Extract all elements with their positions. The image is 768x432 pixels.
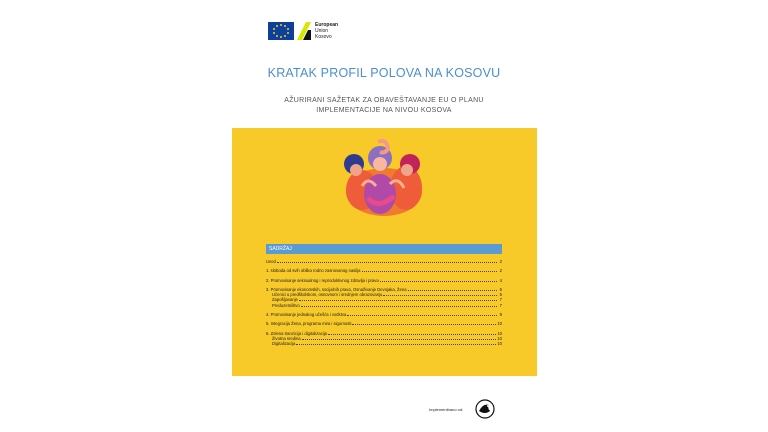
toc-entry-text: Učenici u predškolskom, osnovnom i srednjem obrazovanju — [272, 292, 383, 298]
toc-leader — [383, 295, 497, 296]
toc-leader — [362, 271, 497, 272]
toc-entry-page: 2 — [499, 268, 502, 274]
toc-entry-text: Životna sredina — [272, 335, 301, 341]
subtitle-line-1: AŽURIRANI SAŽETAK ZA OBAVEŠTAVANJE EU O PLANU — [284, 97, 484, 104]
toc-list — [266, 259, 502, 347]
toc-leader — [328, 334, 496, 335]
toc-entry-text: 5. Integracija Žena, programa mira i sigurnosti — [266, 321, 352, 327]
kosovo-mark-icon — [297, 22, 311, 40]
implementer-logo-icon — [474, 399, 496, 419]
toc-entry-text: 1. sloboda od svih oblika rodno zasnovanog nasilja — [266, 268, 361, 274]
toc-entry-text: Zapošljavanje — [272, 297, 298, 303]
toc-leader — [352, 324, 496, 325]
toc-entry-page: 4 — [499, 277, 502, 283]
toc-entry-text: 4. Promovisanje jednakog učešća i vođstva — [266, 312, 347, 318]
eu-flag-icon — [268, 22, 294, 40]
toc-entry-text: 3. Promovisanje ekonomskih, socijalnih prava, Osnaživanje Devojaka, Žena — [266, 286, 407, 292]
toc-entry-page: 10 — [497, 330, 502, 336]
toc-entry-text: Uvod — [266, 259, 276, 264]
toc-entry-text: 6. Zelena tranzicija i digitalizacija — [266, 330, 327, 336]
logo-line-european: European — [315, 22, 339, 28]
toc-leader — [380, 281, 497, 282]
subtitle-line-2: IMPLEMENTACIJE NA NIVOU KOSOVA — [316, 107, 452, 114]
toc-entry[interactable] — [266, 303, 502, 308]
toc-entry[interactable] — [266, 268, 502, 273]
toc-entry-page: 9 — [499, 312, 502, 318]
toc-entry-page: 10 — [497, 321, 502, 327]
table-of-contents — [266, 244, 502, 347]
toc-entry-text: Digitalizacija — [272, 341, 296, 347]
cover-panel — [232, 128, 537, 376]
toc-entry-page: 10 — [497, 335, 502, 341]
toc-entry-page: 2 — [499, 259, 502, 264]
toc-entry-page: 10 — [497, 341, 502, 347]
toc-entry-text: Preduzetništvo — [272, 302, 300, 308]
document-subtitle — [268, 96, 500, 116]
toc-entry-page: 7 — [499, 302, 502, 308]
logo-line-kosovo: Kosovo — [315, 34, 332, 40]
toc-leader — [347, 315, 497, 316]
toc-header: SADRŽAJ — [266, 244, 502, 254]
toc-entry[interactable] — [266, 278, 502, 283]
toc-entry[interactable] — [266, 321, 502, 326]
toc-entry-page: 5 — [499, 292, 502, 298]
document-title: KRATAK PROFIL POLOVA NA KOSOVU — [267, 66, 501, 80]
toc-leader — [301, 306, 497, 307]
toc-entry[interactable] — [266, 341, 502, 346]
toc-entry[interactable] — [266, 312, 502, 317]
logo-line-union: Union — [315, 28, 329, 34]
women-group-illustration — [332, 138, 432, 218]
eu-kosovo-logo — [268, 20, 338, 42]
logo-text — [315, 22, 338, 40]
toc-entry-page: 7 — [499, 297, 502, 303]
toc-leader — [299, 300, 497, 301]
toc-leader — [277, 262, 497, 263]
toc-leader — [302, 339, 497, 340]
toc-entry-text: 2. Promovisanje seksualnog i reproduktivnog zdravlja i prava — [266, 277, 379, 283]
toc-entry-page: 5 — [499, 286, 502, 292]
toc-leader — [296, 344, 496, 345]
toc-leader — [408, 290, 497, 291]
implemented-by-label: Implementirano od: — [429, 407, 464, 412]
toc-entry[interactable] — [266, 259, 502, 264]
